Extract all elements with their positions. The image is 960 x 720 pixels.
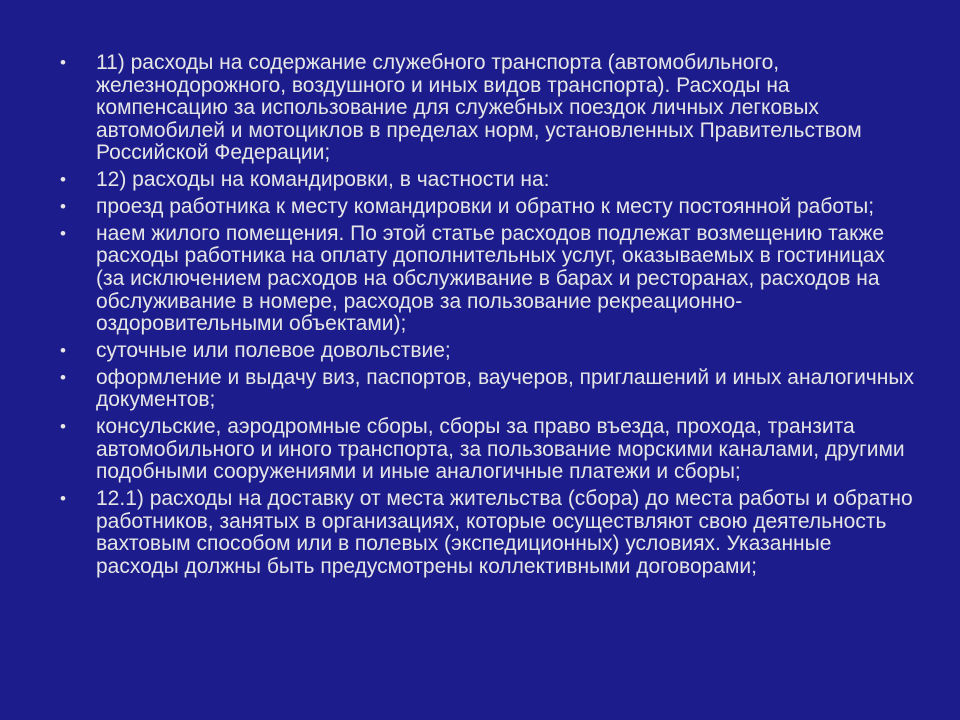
bullet-icon: • (60, 196, 66, 216)
list-item (56, 488, 916, 578)
list-item (56, 223, 916, 336)
bullet-list (56, 52, 916, 583)
bullet-icon: • (60, 340, 66, 360)
list-item (56, 169, 916, 192)
list-item-text: консульские, аэродромные сборы, сборы за право въезда, прохода, транзита автомобильного и иного транспорта, за пользование морскими каналами, другими подобными сооружениями и иные аналогичные платежи и сборы; (96, 415, 905, 484)
bullet-icon: • (60, 223, 66, 243)
list-item-text: проезд работника к месту командировки и обратно к месту постоянной работы; (96, 194, 875, 218)
bullet-icon: • (60, 489, 66, 508)
bullet-icon: • (60, 170, 66, 190)
list-item-text: наем жилого помещения. По этой статье расходов подлежат возмещению также расходы работника на оплату дополнительных услуг, оказываемых в гостиницах (за исключением расходов на обслуживание в барах и ресторанах, расходов на обслуживание в номере, расходов за пользование рекреационно-оздоровительными объектами); (96, 221, 885, 336)
list-item-text: 12) расходы на командировки, в частности на: (96, 168, 550, 192)
list-item (56, 52, 916, 165)
list-item-text: суточные или полевое довольствие; (96, 338, 451, 362)
bullet-icon: • (60, 53, 66, 72)
list-item-text: 12.1) расходы на доставку от места жительства (сбора) до места работы и обратно работников, занятых в организациях, которые осуществляют свою деятельность вахтовым способом или в полевых (экспедиционных) условиях. Указанные расходы должны быть предусмотрены коллективными договорами; (96, 487, 913, 578)
bullet-icon: • (60, 367, 66, 387)
list-item-text: 11) расходы на содержание служебного транспорта (автомобильного, железнодорожного, воздушного и иных видов транспорта). Расходы на компенсацию за использование для служебных поездок личных легковых автомобилей и мотоциклов в пределах норм, установленных Правительством Российской Федерации; (96, 51, 862, 165)
list-item-text: оформление и выдачу виз, паспортов, ваучеров, приглашений и иных аналогичных документов; (96, 365, 914, 412)
list-item (56, 196, 916, 219)
bullet-icon: • (60, 417, 66, 437)
list-item (56, 367, 916, 412)
list-item (56, 416, 916, 484)
list-item (56, 340, 916, 363)
